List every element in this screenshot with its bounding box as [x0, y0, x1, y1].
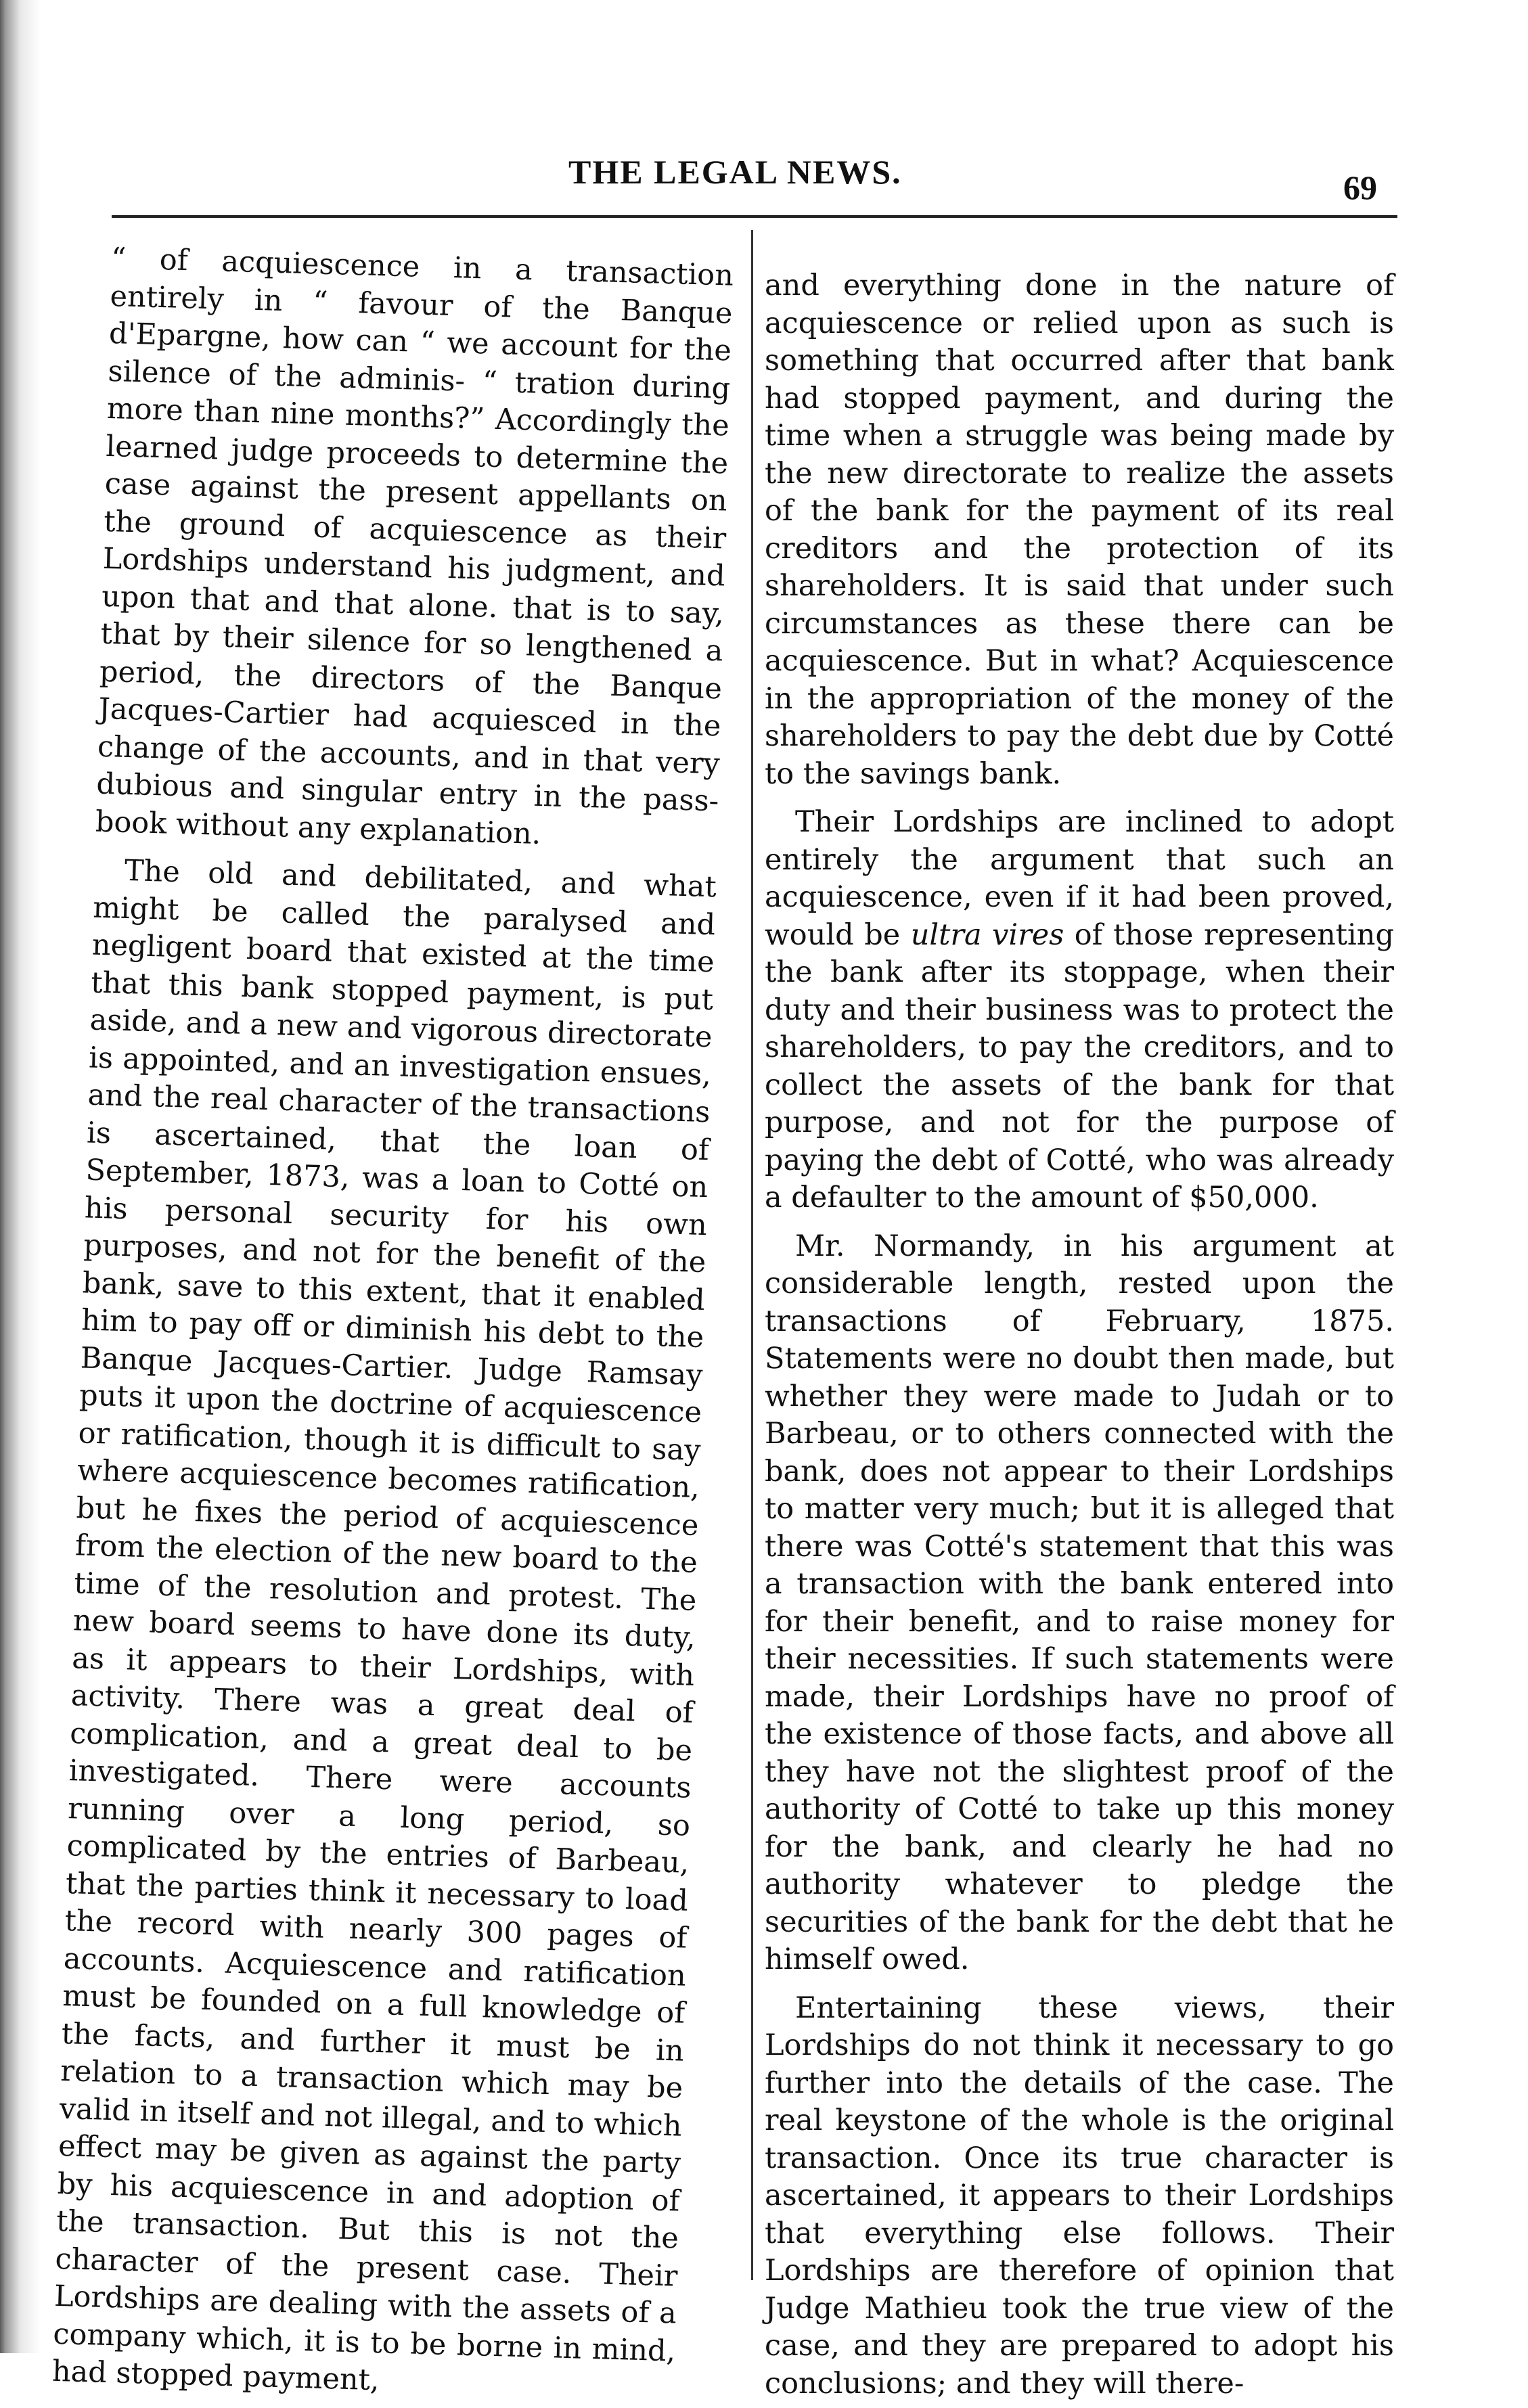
right-paragraph-1: and everything done in the nature of acquiescence or relied upon as such is something that occurred after that bank had stopped payment, and during the time when a struggle was being made by the new directorate to realize the assets of the bank for the payment of its real creditors and the protection of its shareholders. It is said that under such circumstances as these there can be acquiescence. But in what? Acquiescence in the appropriation of the money of the shareholders to pay the debt due by Cotté to the savings bank.: [765, 269, 1394, 791]
header-rule: [112, 215, 1397, 218]
ultra-vires-italic: ultra vires: [910, 917, 1064, 952]
left-column: [51, 240, 734, 2408]
left-paragraph-1: “ of acquiescence in a transaction entirely in “ favour of the Banque d'Epargne, how can “ we account for the silence of the adminis- “ tration during more than nine months?” Accordingly the learned judge proceeds to determine the case against the present appellants on the ground of acquiescence as their Lordships understand his judgment, and upon that and that alone. that is to say, that by their silence for so lengthened a period, the directors of the Banque Jacques-Cartier had acquiesced in the change of the accounts, and in that very dubious and singular entry in the pass-book without any explanation.: [95, 241, 734, 851]
column-divider: [751, 230, 753, 2280]
page-edge-shadow: [0, 0, 41, 2353]
right-paragraph-2-text-a: Their Lordships are inclined to adopt entirely the argument that such an acquiescence, even if it had been proved, would be: [765, 805, 1394, 952]
left-paragraph-2: The old and debilitated, and what might be called the paralysed and negligent board that existed at the time that this bank stopped payment, is put aside, and a new and vigorous directorate is appointed, and an investigation ensues, and the real character of the transactions is ascertained, that the loan of September, 1873, was a loan to Cotté on his personal security for his own purposes, and not for the benefit of the bank, save to this extent, that it enabled him to pay off or diminish his debt to the Banque Jacques-Cartier. Judge Ramsay puts it upon the doctrine of acquiescence or ratification, though it is difficult to say where acquiescence becomes ratification, but he fixes the period of acquiescence from the election of the new board to the time of the resolution and protest. The new board seems to have done its duty, as it appears to their Lordships, with activity. There was a great deal of complication, and a great deal to be investigated. There were accounts running over a long period, so complicated by the entries of Barbeau, that the parties think it necessary to load the record with nearly 300 pages of accounts. Acquiescence and ratification must be founded on a full knowledge of the facts, and further it must be in relation to a transaction which may be valid in itself and not illegal, and to which effect may be given as against the party by his acquiescence in and adoption of the transaction. But this is not the character of the present case. Their Lordships are dealing with the assets of a company which, it is to be borne in mind, had stopped payment,: [51, 853, 717, 2398]
right-paragraph-2: [765, 804, 1394, 1217]
running-head: THE LEGAL NEWS.: [568, 153, 902, 191]
page-number: 69: [1343, 168, 1377, 206]
right-paragraph-3: Mr. Normandy, in his argument at considerable length, rested upon the transactions of February, 1875. Statements were no doubt then made, but whether they were made to Judah or to Barbeau, or to others connected with the bank, does not appear to their Lordships to matter very much; but it is alleged that there was Cotté's statement that this was a transaction with the bank entered into for their benefit, and to raise money for their necessities. If such statements were made, their Lordships have no proof of the existence of those facts, and above all they have not the slightest proof of the authority of Cotté to take up this money for the bank, and clearly he had no authority whatever to pledge the securities of the bank for the debt that he himself owed.: [765, 1229, 1394, 1976]
right-paragraph-2-text-b: of those representing the bank after its stoppage, when their duty and their business was to protect the shareholders, to pay the creditors, and to collect the assets of the bank for that purpose, and not for the purpose of paying the debt of Cotté, who was already a defaulter to the amount of $50,000.: [765, 917, 1395, 1214]
right-paragraph-4: Entertaining these views, their Lordships do not think it necessary to go further into the details of the case. The real keystone of the whole is the original transaction. Once its true character is ascertained, it appears to their Lordships that everything else follows. Their Lordships are therefore of opinion that Judge Mathieu took the true view of the case, and they are prepared to adopt his conclusions; and they will there-: [765, 1991, 1394, 2401]
right-column: [765, 267, 1394, 2403]
